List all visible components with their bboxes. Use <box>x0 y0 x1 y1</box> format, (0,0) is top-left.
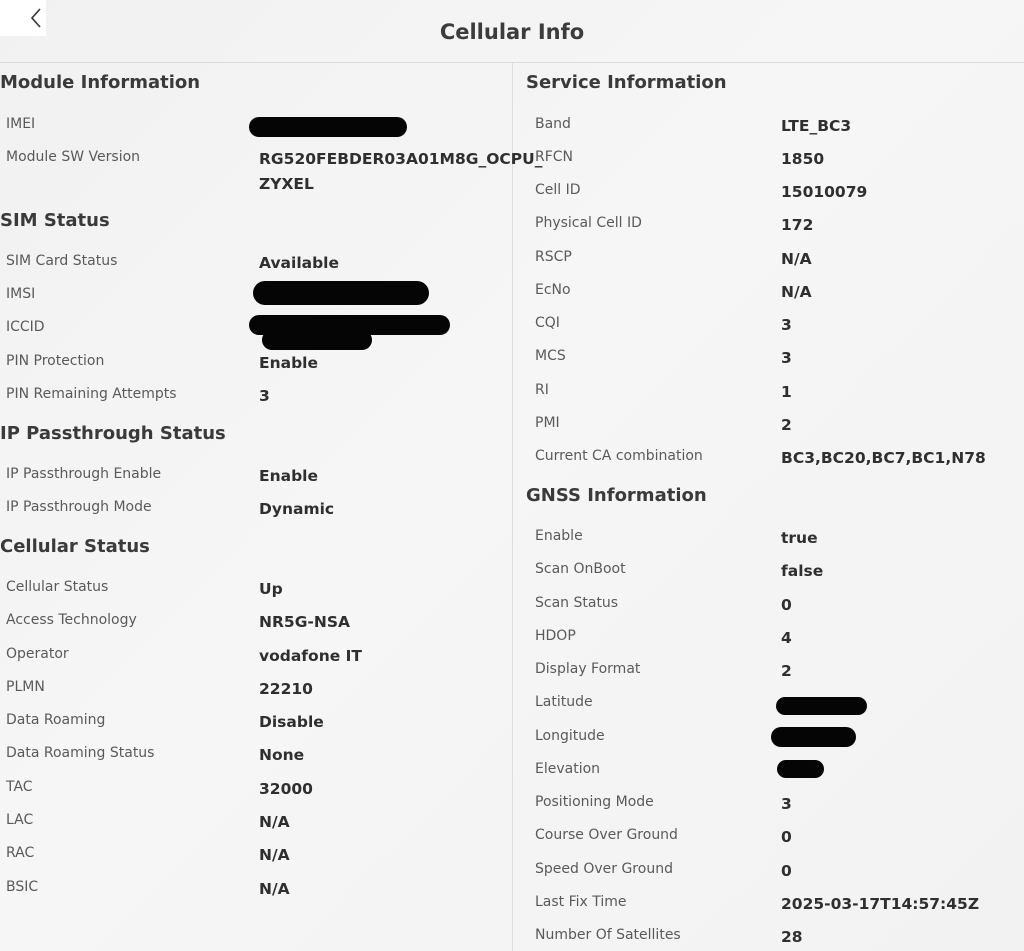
label-ip-passthrough-mode: IP Passthrough Mode <box>6 499 152 515</box>
value-physical-cell-id: 172 <box>781 216 814 234</box>
label-positioning-mode: Positioning Mode <box>535 794 654 810</box>
label-rac: RAC <box>6 845 35 861</box>
label-cellular-status: Cellular Status <box>6 579 109 595</box>
value-rac: N/A <box>259 846 290 864</box>
value-positioning-mode: 3 <box>781 795 792 813</box>
label-number-of-satellites: Number Of Satellites <box>535 927 681 943</box>
value-pin-protection: Enable <box>259 354 319 372</box>
label-physical-cell-id: Physical Cell ID <box>535 215 642 231</box>
label-cell-id: Cell ID <box>535 182 581 198</box>
value-mcs: 3 <box>781 349 792 367</box>
value-operator: vodafone IT <box>259 647 362 665</box>
label-display-format: Display Format <box>535 661 641 677</box>
value-ri: 1 <box>781 383 792 401</box>
section-title-sim-status: SIM Status <box>0 210 110 231</box>
value-scan-onboot: false <box>781 562 824 580</box>
value-ip-passthrough-enable: Enable <box>259 467 319 485</box>
label-lac: LAC <box>6 812 34 828</box>
value-plmn: 22210 <box>259 680 313 698</box>
value-data-roaming-status: None <box>259 746 305 764</box>
label-band: Band <box>535 116 571 132</box>
label-ip-passthrough-enable: IP Passthrough Enable <box>6 466 162 482</box>
value-hdop: 4 <box>781 629 792 647</box>
value-rscp: N/A <box>781 250 812 268</box>
value-rfcn: 1850 <box>781 150 825 168</box>
value-tac: 32000 <box>259 780 313 798</box>
label-sim-card-status: SIM Card Status <box>6 253 118 269</box>
label-pin-protection: PIN Protection <box>6 353 105 369</box>
label-pin-remaining-attempts: PIN Remaining Attempts <box>6 386 177 402</box>
value-module-sw-version-line2: ZYXEL <box>259 175 314 193</box>
redaction-mark <box>249 117 407 137</box>
value-pin-remaining-attempts: 3 <box>259 387 270 405</box>
section-title-service-information: Service Information <box>526 72 727 93</box>
label-module-sw-version: Module SW Version <box>6 149 141 165</box>
value-last-fix-time: 2025-03-17T14:57:45Z <box>781 895 980 913</box>
label-data-roaming-status: Data Roaming Status <box>6 745 155 761</box>
label-scan-status: Scan Status <box>535 595 619 611</box>
label-speed-over-ground: Speed Over Ground <box>535 861 673 877</box>
label-ri: RI <box>535 382 549 398</box>
label-tac: TAC <box>6 779 33 795</box>
section-title-cellular-status: Cellular Status <box>0 536 150 557</box>
section-title-ip-passthrough-status: IP Passthrough Status <box>0 423 226 444</box>
label-course-over-ground: Course Over Ground <box>535 827 678 843</box>
value-course-over-ground: 0 <box>781 828 792 846</box>
value-current-ca-combination: BC3,BC20,BC7,BC1,N78 <box>781 449 986 467</box>
header-bar <box>0 0 1024 63</box>
label-rscp: RSCP <box>535 249 572 265</box>
value-data-roaming: Disable <box>259 713 324 731</box>
redaction-mark <box>253 281 429 305</box>
value-cell-id: 15010079 <box>781 183 868 201</box>
column-divider <box>512 63 513 951</box>
label-ecno: EcNo <box>535 282 571 298</box>
value-cellular-status: Up <box>259 580 283 598</box>
label-imsi: IMSI <box>6 286 36 302</box>
label-rfcn: RFCN <box>535 149 574 165</box>
section-title-gnss-information: GNSS Information <box>526 485 707 506</box>
value-pmi: 2 <box>781 416 792 434</box>
label-data-roaming: Data Roaming <box>6 712 106 728</box>
label-pmi: PMI <box>535 415 560 431</box>
value-number-of-satellites: 28 <box>781 928 803 946</box>
label-latitude: Latitude <box>535 694 593 710</box>
label-operator: Operator <box>6 646 69 662</box>
redaction-mark <box>771 727 856 747</box>
label-bsic: BSIC <box>6 879 39 895</box>
value-ecno: N/A <box>781 283 812 301</box>
value-bsic: N/A <box>259 880 290 898</box>
value-scan-status: 0 <box>781 596 792 614</box>
value-ip-passthrough-mode: Dynamic <box>259 500 335 518</box>
label-mcs: MCS <box>535 348 566 364</box>
value-speed-over-ground: 0 <box>781 862 792 880</box>
label-iccid: ICCID <box>6 319 45 335</box>
label-last-fix-time: Last Fix Time <box>535 894 627 910</box>
label-plmn: PLMN <box>6 679 45 695</box>
label-hdop: HDOP <box>535 628 576 644</box>
label-enable: Enable <box>535 528 583 544</box>
page-title: Cellular Info <box>439 20 585 44</box>
value-lac: N/A <box>259 813 290 831</box>
value-enable: true <box>781 529 818 547</box>
redaction-mark <box>776 697 867 715</box>
section-title-module-information: Module Information <box>0 72 201 93</box>
label-access-technology: Access Technology <box>6 612 137 628</box>
value-sim-card-status: Available <box>259 254 340 272</box>
label-cqi: CQI <box>535 315 560 331</box>
redaction-mark <box>777 760 824 778</box>
label-imei: IMEI <box>6 116 36 132</box>
value-cqi: 3 <box>781 316 792 334</box>
value-display-format: 2 <box>781 662 792 680</box>
value-band: LTE_BC3 <box>781 117 852 135</box>
redaction-mark <box>262 330 372 350</box>
label-scan-onboot: Scan OnBoot <box>535 561 626 577</box>
value-module-sw-version-line1: RG520FEBDER03A01M8G_OCPU_ <box>259 150 543 168</box>
label-longitude: Longitude <box>535 728 605 744</box>
label-current-ca-combination: Current CA combination <box>535 448 703 464</box>
value-access-technology: NR5G-NSA <box>259 613 350 631</box>
label-elevation: Elevation <box>535 761 601 777</box>
